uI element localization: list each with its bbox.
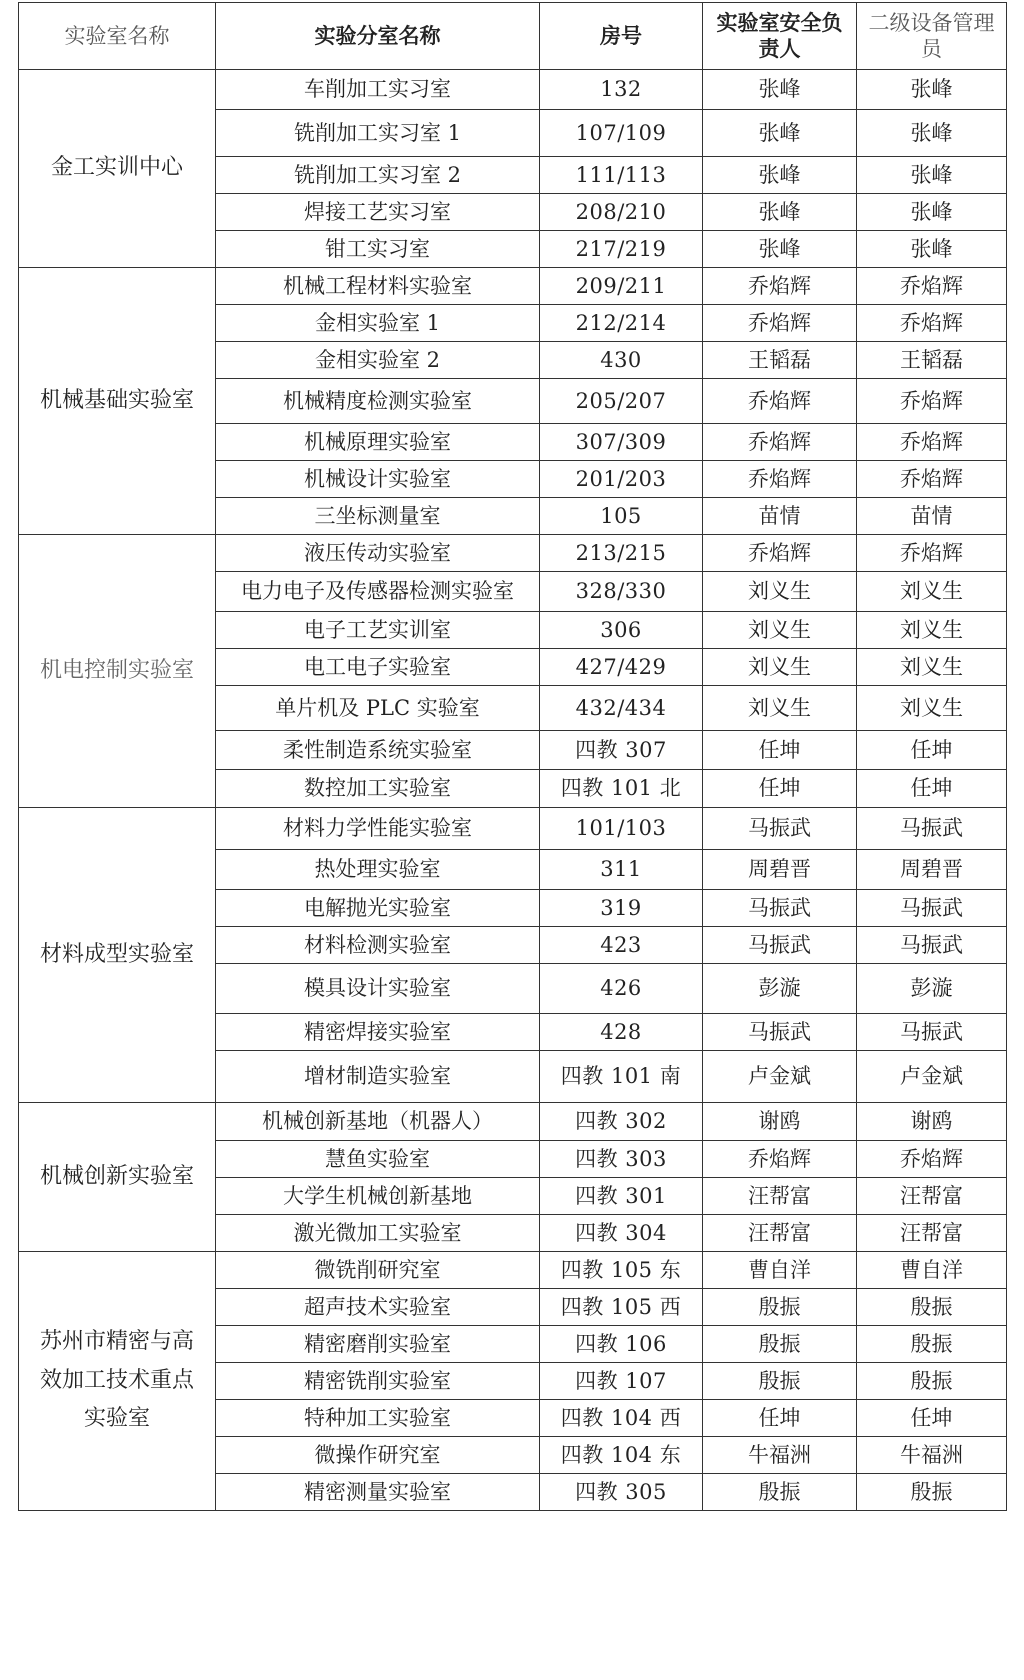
room-number-cell: 430 <box>540 342 703 379</box>
safety-officer-cell: 乔焰辉 <box>703 461 857 498</box>
sub-lab-name-cell: 三坐标测量室 <box>216 498 540 535</box>
equipment-manager-cell: 马振武 <box>857 927 1007 964</box>
sub-lab-name-cell: 机械创新基地（机器人） <box>216 1103 540 1141</box>
sub-lab-name-cell: 精密铣削实验室 <box>216 1363 540 1400</box>
sub-lab-name-cell: 精密磨削实验室 <box>216 1326 540 1363</box>
safety-officer-cell: 牛福洲 <box>703 1437 857 1474</box>
room-number-cell: 423 <box>540 927 703 964</box>
sub-lab-name-cell: 精密测量实验室 <box>216 1474 540 1511</box>
room-number-cell: 213/215 <box>540 535 703 572</box>
room-number-cell: 319 <box>540 890 703 927</box>
safety-officer-cell: 周碧晋 <box>703 850 857 890</box>
room-number-cell: 四教 307 <box>540 731 703 770</box>
sub-lab-name-cell: 电子工艺实训室 <box>216 612 540 649</box>
table-body <box>19 70 1007 1511</box>
equipment-manager-cell: 殷振 <box>857 1363 1007 1400</box>
sub-lab-name-cell: 电解抛光实验室 <box>216 890 540 927</box>
sub-lab-name-cell: 模具设计实验室 <box>216 964 540 1014</box>
room-number-cell: 428 <box>540 1014 703 1051</box>
equipment-manager-cell: 马振武 <box>857 808 1007 850</box>
sub-lab-name-cell: 热处理实验室 <box>216 850 540 890</box>
sub-lab-name-cell: 材料检测实验室 <box>216 927 540 964</box>
sub-lab-name-cell: 机械设计实验室 <box>216 461 540 498</box>
lab-assignment-table <box>18 2 1007 1511</box>
equipment-manager-cell: 任坤 <box>857 770 1007 808</box>
equipment-manager-cell: 张峰 <box>857 110 1007 157</box>
room-number-cell: 四教 304 <box>540 1215 703 1252</box>
sub-lab-name-cell: 增材制造实验室 <box>216 1051 540 1103</box>
equipment-manager-cell: 马振武 <box>857 1014 1007 1051</box>
equipment-manager-cell: 任坤 <box>857 731 1007 770</box>
safety-officer-cell: 任坤 <box>703 731 857 770</box>
safety-officer-cell: 彭漩 <box>703 964 857 1014</box>
safety-officer-cell: 任坤 <box>703 770 857 808</box>
table-row <box>19 808 1007 850</box>
equipment-manager-cell: 汪帮富 <box>857 1178 1007 1215</box>
equipment-manager-cell: 汪帮富 <box>857 1215 1007 1252</box>
header-row <box>19 3 1007 70</box>
sub-lab-name-cell: 大学生机械创新基地 <box>216 1178 540 1215</box>
sub-lab-name-cell: 激光微加工实验室 <box>216 1215 540 1252</box>
sub-lab-name-cell: 特种加工实验室 <box>216 1400 540 1437</box>
table-row <box>19 1103 1007 1141</box>
safety-officer-cell: 谢鸥 <box>703 1103 857 1141</box>
room-number-cell: 四教 101 北 <box>540 770 703 808</box>
lab-name-cell: 苏州市精密与高效加工技术重点实验室 <box>19 1252 216 1511</box>
sub-lab-name-cell: 微铣削研究室 <box>216 1252 540 1289</box>
room-number-cell: 四教 305 <box>540 1474 703 1511</box>
equipment-manager-cell: 马振武 <box>857 890 1007 927</box>
equipment-manager-cell: 谢鸥 <box>857 1103 1007 1141</box>
room-number-cell: 四教 107 <box>540 1363 703 1400</box>
safety-officer-cell: 乔焰辉 <box>703 379 857 424</box>
safety-officer-cell: 刘义生 <box>703 649 857 686</box>
room-number-cell: 四教 104 东 <box>540 1437 703 1474</box>
safety-officer-cell: 汪帮富 <box>703 1215 857 1252</box>
safety-officer-cell: 马振武 <box>703 808 857 850</box>
safety-officer-cell: 乔焰辉 <box>703 268 857 305</box>
equipment-manager-cell: 殷振 <box>857 1474 1007 1511</box>
safety-officer-cell: 乔焰辉 <box>703 535 857 572</box>
safety-officer-cell: 乔焰辉 <box>703 424 857 461</box>
room-number-cell: 132 <box>540 70 703 110</box>
safety-officer-cell: 殷振 <box>703 1289 857 1326</box>
equipment-manager-cell: 彭漩 <box>857 964 1007 1014</box>
equipment-manager-cell: 张峰 <box>857 70 1007 110</box>
equipment-manager-cell: 任坤 <box>857 1400 1007 1437</box>
sub-lab-name-cell: 数控加工实验室 <box>216 770 540 808</box>
equipment-manager-cell: 曹自洋 <box>857 1252 1007 1289</box>
sub-lab-name-cell: 车削加工实习室 <box>216 70 540 110</box>
equipment-manager-cell: 刘义生 <box>857 572 1007 612</box>
sub-lab-name-cell: 超声技术实验室 <box>216 1289 540 1326</box>
room-number-cell: 208/210 <box>540 194 703 231</box>
sub-lab-name-cell: 金相实验室 1 <box>216 305 540 342</box>
equipment-manager-cell: 张峰 <box>857 157 1007 194</box>
header-equipment-manager: 二级设备管理员 <box>857 3 1007 70</box>
equipment-manager-cell: 乔焰辉 <box>857 424 1007 461</box>
lab-name-cell: 材料成型实验室 <box>19 808 216 1103</box>
safety-officer-cell: 殷振 <box>703 1474 857 1511</box>
room-number-cell: 426 <box>540 964 703 1014</box>
safety-officer-cell: 曹自洋 <box>703 1252 857 1289</box>
room-number-cell: 四教 301 <box>540 1178 703 1215</box>
safety-officer-cell: 张峰 <box>703 194 857 231</box>
room-number-cell: 四教 104 西 <box>540 1400 703 1437</box>
lab-name-cell: 金工实训中心 <box>19 70 216 268</box>
table-row <box>19 268 1007 305</box>
room-number-cell: 201/203 <box>540 461 703 498</box>
safety-officer-cell: 殷振 <box>703 1363 857 1400</box>
table-row <box>19 1252 1007 1289</box>
sub-lab-name-cell: 钳工实习室 <box>216 231 540 268</box>
safety-officer-cell: 殷振 <box>703 1326 857 1363</box>
room-number-cell: 217/219 <box>540 231 703 268</box>
room-number-cell: 328/330 <box>540 572 703 612</box>
equipment-manager-cell: 乔焰辉 <box>857 379 1007 424</box>
header-safety-officer: 实验室安全负责人 <box>703 3 857 70</box>
sub-lab-name-cell: 材料力学性能实验室 <box>216 808 540 850</box>
safety-officer-cell: 汪帮富 <box>703 1178 857 1215</box>
equipment-manager-cell: 刘义生 <box>857 686 1007 731</box>
room-number-cell: 107/109 <box>540 110 703 157</box>
equipment-manager-cell: 卢金斌 <box>857 1051 1007 1103</box>
room-number-cell: 105 <box>540 498 703 535</box>
sub-lab-name-cell: 机械原理实验室 <box>216 424 540 461</box>
equipment-manager-cell: 王韬磊 <box>857 342 1007 379</box>
equipment-manager-cell: 乔焰辉 <box>857 1141 1007 1178</box>
equipment-manager-cell: 乔焰辉 <box>857 268 1007 305</box>
sub-lab-name-cell: 金相实验室 2 <box>216 342 540 379</box>
safety-officer-cell: 张峰 <box>703 110 857 157</box>
safety-officer-cell: 乔焰辉 <box>703 305 857 342</box>
safety-officer-cell: 任坤 <box>703 1400 857 1437</box>
safety-officer-cell: 乔焰辉 <box>703 1141 857 1178</box>
equipment-manager-cell: 刘义生 <box>857 612 1007 649</box>
equipment-manager-cell: 殷振 <box>857 1326 1007 1363</box>
equipment-manager-cell: 殷振 <box>857 1289 1007 1326</box>
safety-officer-cell: 刘义生 <box>703 612 857 649</box>
equipment-manager-cell: 牛福洲 <box>857 1437 1007 1474</box>
safety-officer-cell: 张峰 <box>703 231 857 268</box>
room-number-cell: 四教 106 <box>540 1326 703 1363</box>
safety-officer-cell: 马振武 <box>703 890 857 927</box>
room-number-cell: 205/207 <box>540 379 703 424</box>
sub-lab-name-cell: 单片机及 PLC 实验室 <box>216 686 540 731</box>
table-row <box>19 70 1007 110</box>
sub-lab-name-cell: 机械精度检测实验室 <box>216 379 540 424</box>
header-sub-lab-name: 实验分室名称 <box>216 3 540 70</box>
safety-officer-cell: 王韬磊 <box>703 342 857 379</box>
room-number-cell: 307/309 <box>540 424 703 461</box>
room-number-cell: 四教 302 <box>540 1103 703 1141</box>
sub-lab-name-cell: 焊接工艺实习室 <box>216 194 540 231</box>
room-number-cell: 209/211 <box>540 268 703 305</box>
sub-lab-name-cell: 电工电子实验室 <box>216 649 540 686</box>
header-room-number: 房号 <box>540 3 703 70</box>
room-number-cell: 427/429 <box>540 649 703 686</box>
header-lab-name: 实验室名称 <box>19 3 216 70</box>
sub-lab-name-cell: 微操作研究室 <box>216 1437 540 1474</box>
room-number-cell: 432/434 <box>540 686 703 731</box>
equipment-manager-cell: 苗情 <box>857 498 1007 535</box>
lab-name-cell: 机械基础实验室 <box>19 268 216 535</box>
room-number-cell: 四教 105 东 <box>540 1252 703 1289</box>
safety-officer-cell: 张峰 <box>703 70 857 110</box>
room-number-cell: 四教 105 西 <box>540 1289 703 1326</box>
safety-officer-cell: 刘义生 <box>703 686 857 731</box>
safety-officer-cell: 马振武 <box>703 1014 857 1051</box>
table-header <box>19 3 1007 70</box>
lab-name-cell: 机械创新实验室 <box>19 1103 216 1252</box>
sub-lab-name-cell: 精密焊接实验室 <box>216 1014 540 1051</box>
sub-lab-name-cell: 慧鱼实验室 <box>216 1141 540 1178</box>
room-number-cell: 111/113 <box>540 157 703 194</box>
room-number-cell: 212/214 <box>540 305 703 342</box>
sub-lab-name-cell: 柔性制造系统实验室 <box>216 731 540 770</box>
safety-officer-cell: 苗情 <box>703 498 857 535</box>
sub-lab-name-cell: 液压传动实验室 <box>216 535 540 572</box>
sub-lab-name-cell: 机械工程材料实验室 <box>216 268 540 305</box>
safety-officer-cell: 马振武 <box>703 927 857 964</box>
equipment-manager-cell: 张峰 <box>857 231 1007 268</box>
table-row <box>19 535 1007 572</box>
safety-officer-cell: 卢金斌 <box>703 1051 857 1103</box>
safety-officer-cell: 刘义生 <box>703 572 857 612</box>
room-number-cell: 四教 101 南 <box>540 1051 703 1103</box>
sub-lab-name-cell: 铣削加工实习室 1 <box>216 110 540 157</box>
lab-name-cell: 机电控制实验室 <box>19 535 216 808</box>
equipment-manager-cell: 乔焰辉 <box>857 461 1007 498</box>
room-number-cell: 四教 303 <box>540 1141 703 1178</box>
room-number-cell: 311 <box>540 850 703 890</box>
equipment-manager-cell: 张峰 <box>857 194 1007 231</box>
equipment-manager-cell: 乔焰辉 <box>857 535 1007 572</box>
equipment-manager-cell: 周碧晋 <box>857 850 1007 890</box>
room-number-cell: 101/103 <box>540 808 703 850</box>
equipment-manager-cell: 刘义生 <box>857 649 1007 686</box>
room-number-cell: 306 <box>540 612 703 649</box>
sub-lab-name-cell: 铣削加工实习室 2 <box>216 157 540 194</box>
safety-officer-cell: 张峰 <box>703 157 857 194</box>
equipment-manager-cell: 乔焰辉 <box>857 305 1007 342</box>
sub-lab-name-cell: 电力电子及传感器检测实验室 <box>216 572 540 612</box>
